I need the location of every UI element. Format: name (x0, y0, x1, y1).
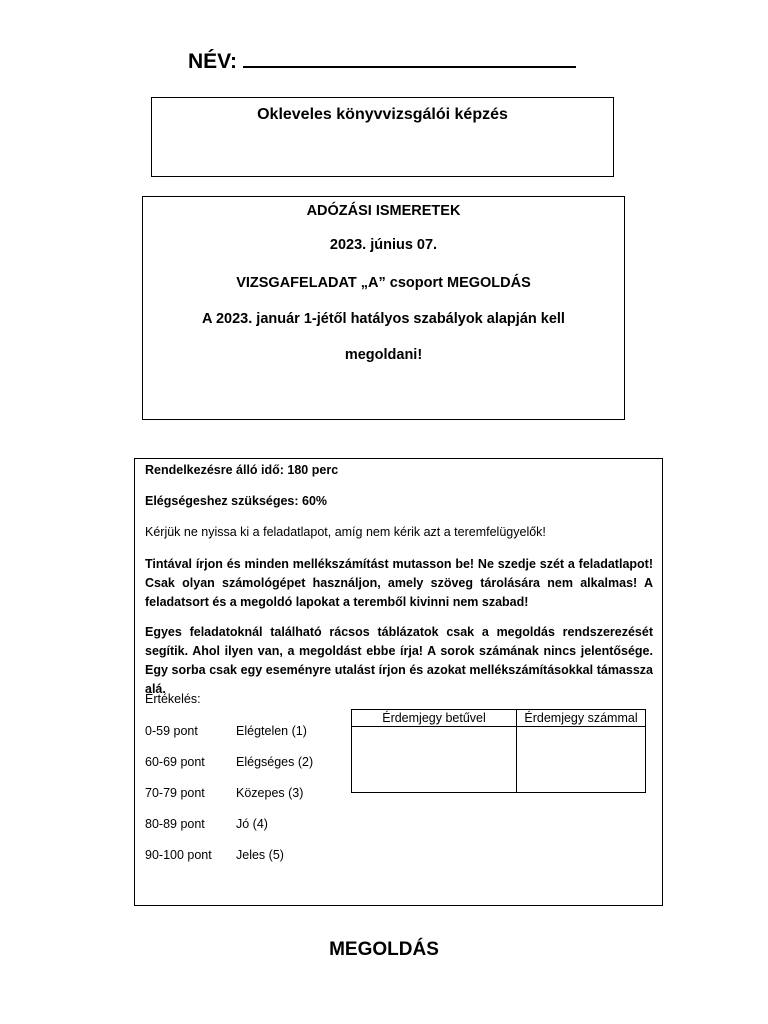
grade-number-header: Érdemjegy számmal (517, 710, 646, 727)
grade-name: Jó (4) (236, 817, 268, 831)
grade-row (145, 846, 345, 865)
course-box (151, 97, 614, 177)
grade-name: Jeles (5) (236, 848, 284, 862)
grade-name: Közepes (3) (236, 786, 304, 800)
course-title: Okleveles könyvvizsgálói képzés (257, 106, 508, 123)
score-range: 60-69 pont (145, 755, 205, 769)
name-field (188, 44, 576, 74)
rule-line-1: A 2023. január 1-jétől hatályos szabályok alapján kell (202, 311, 565, 327)
grade-entry-table (351, 709, 646, 793)
exam-date: 2023. június 07. (329, 237, 438, 253)
evaluation-label: Értékelés: (145, 692, 201, 706)
grade-name: Elégséges (2) (236, 755, 314, 769)
grid-note-text: Egyes feladatoknál található rácsos táblázatok csak a megoldás rendszerezését segítik. Ahol ilyen van, a megoldást ebbe írja! A sorok számának nincs jelentősége. Egy sorba csak egy eseményre utalást írjon és azokat mellékszámításokkal támassza alá. (145, 625, 653, 696)
info-box (134, 458, 663, 906)
grade-row (145, 815, 345, 834)
task-title: VIZSGAFELADAT „A” csoport MEGOLDÁS (236, 275, 531, 291)
score-range: 80-89 pont (145, 817, 205, 831)
rule-line-2: megoldani! (344, 347, 423, 363)
grade-row (145, 753, 345, 772)
grade-letters-cell[interactable] (352, 727, 517, 793)
grade-letters-header: Érdemjegy betűvel (352, 710, 517, 727)
name-label: NÉV: (188, 50, 238, 73)
instructions-text: Tintával írjon és minden mellékszámítást mutasson be! Ne szedje szét a feladatlapot! Csak olyan számológépet használjon, amely szöveg tárolására nem alkalmas! A feladatsort és a megoldó lapokat a teremből kivinni nem szabad! (145, 557, 653, 609)
pass-requirement: Elégségeshez szükséges: 60% (145, 494, 328, 508)
solution-heading: MEGOLDÁS (329, 939, 439, 960)
score-range: 0-59 pont (145, 724, 198, 738)
grade-name: Elégtelen (1) (236, 724, 307, 738)
grade-row (145, 722, 345, 741)
subject-title: ADÓZÁSI ISMERETEK (306, 203, 461, 219)
grade-row (145, 784, 345, 803)
subject-box (142, 196, 625, 420)
grade-number-cell[interactable] (517, 727, 646, 793)
name-blank-line (243, 44, 576, 68)
time-limit: Rendelkezésre álló idő: 180 perc (145, 463, 339, 477)
notice-text: Kérjük ne nyissa ki a feladatlapot, amíg nem kérik azt a teremfelügyelők! (145, 525, 546, 539)
score-range: 90-100 pont (145, 848, 212, 862)
score-range: 70-79 pont (145, 786, 205, 800)
